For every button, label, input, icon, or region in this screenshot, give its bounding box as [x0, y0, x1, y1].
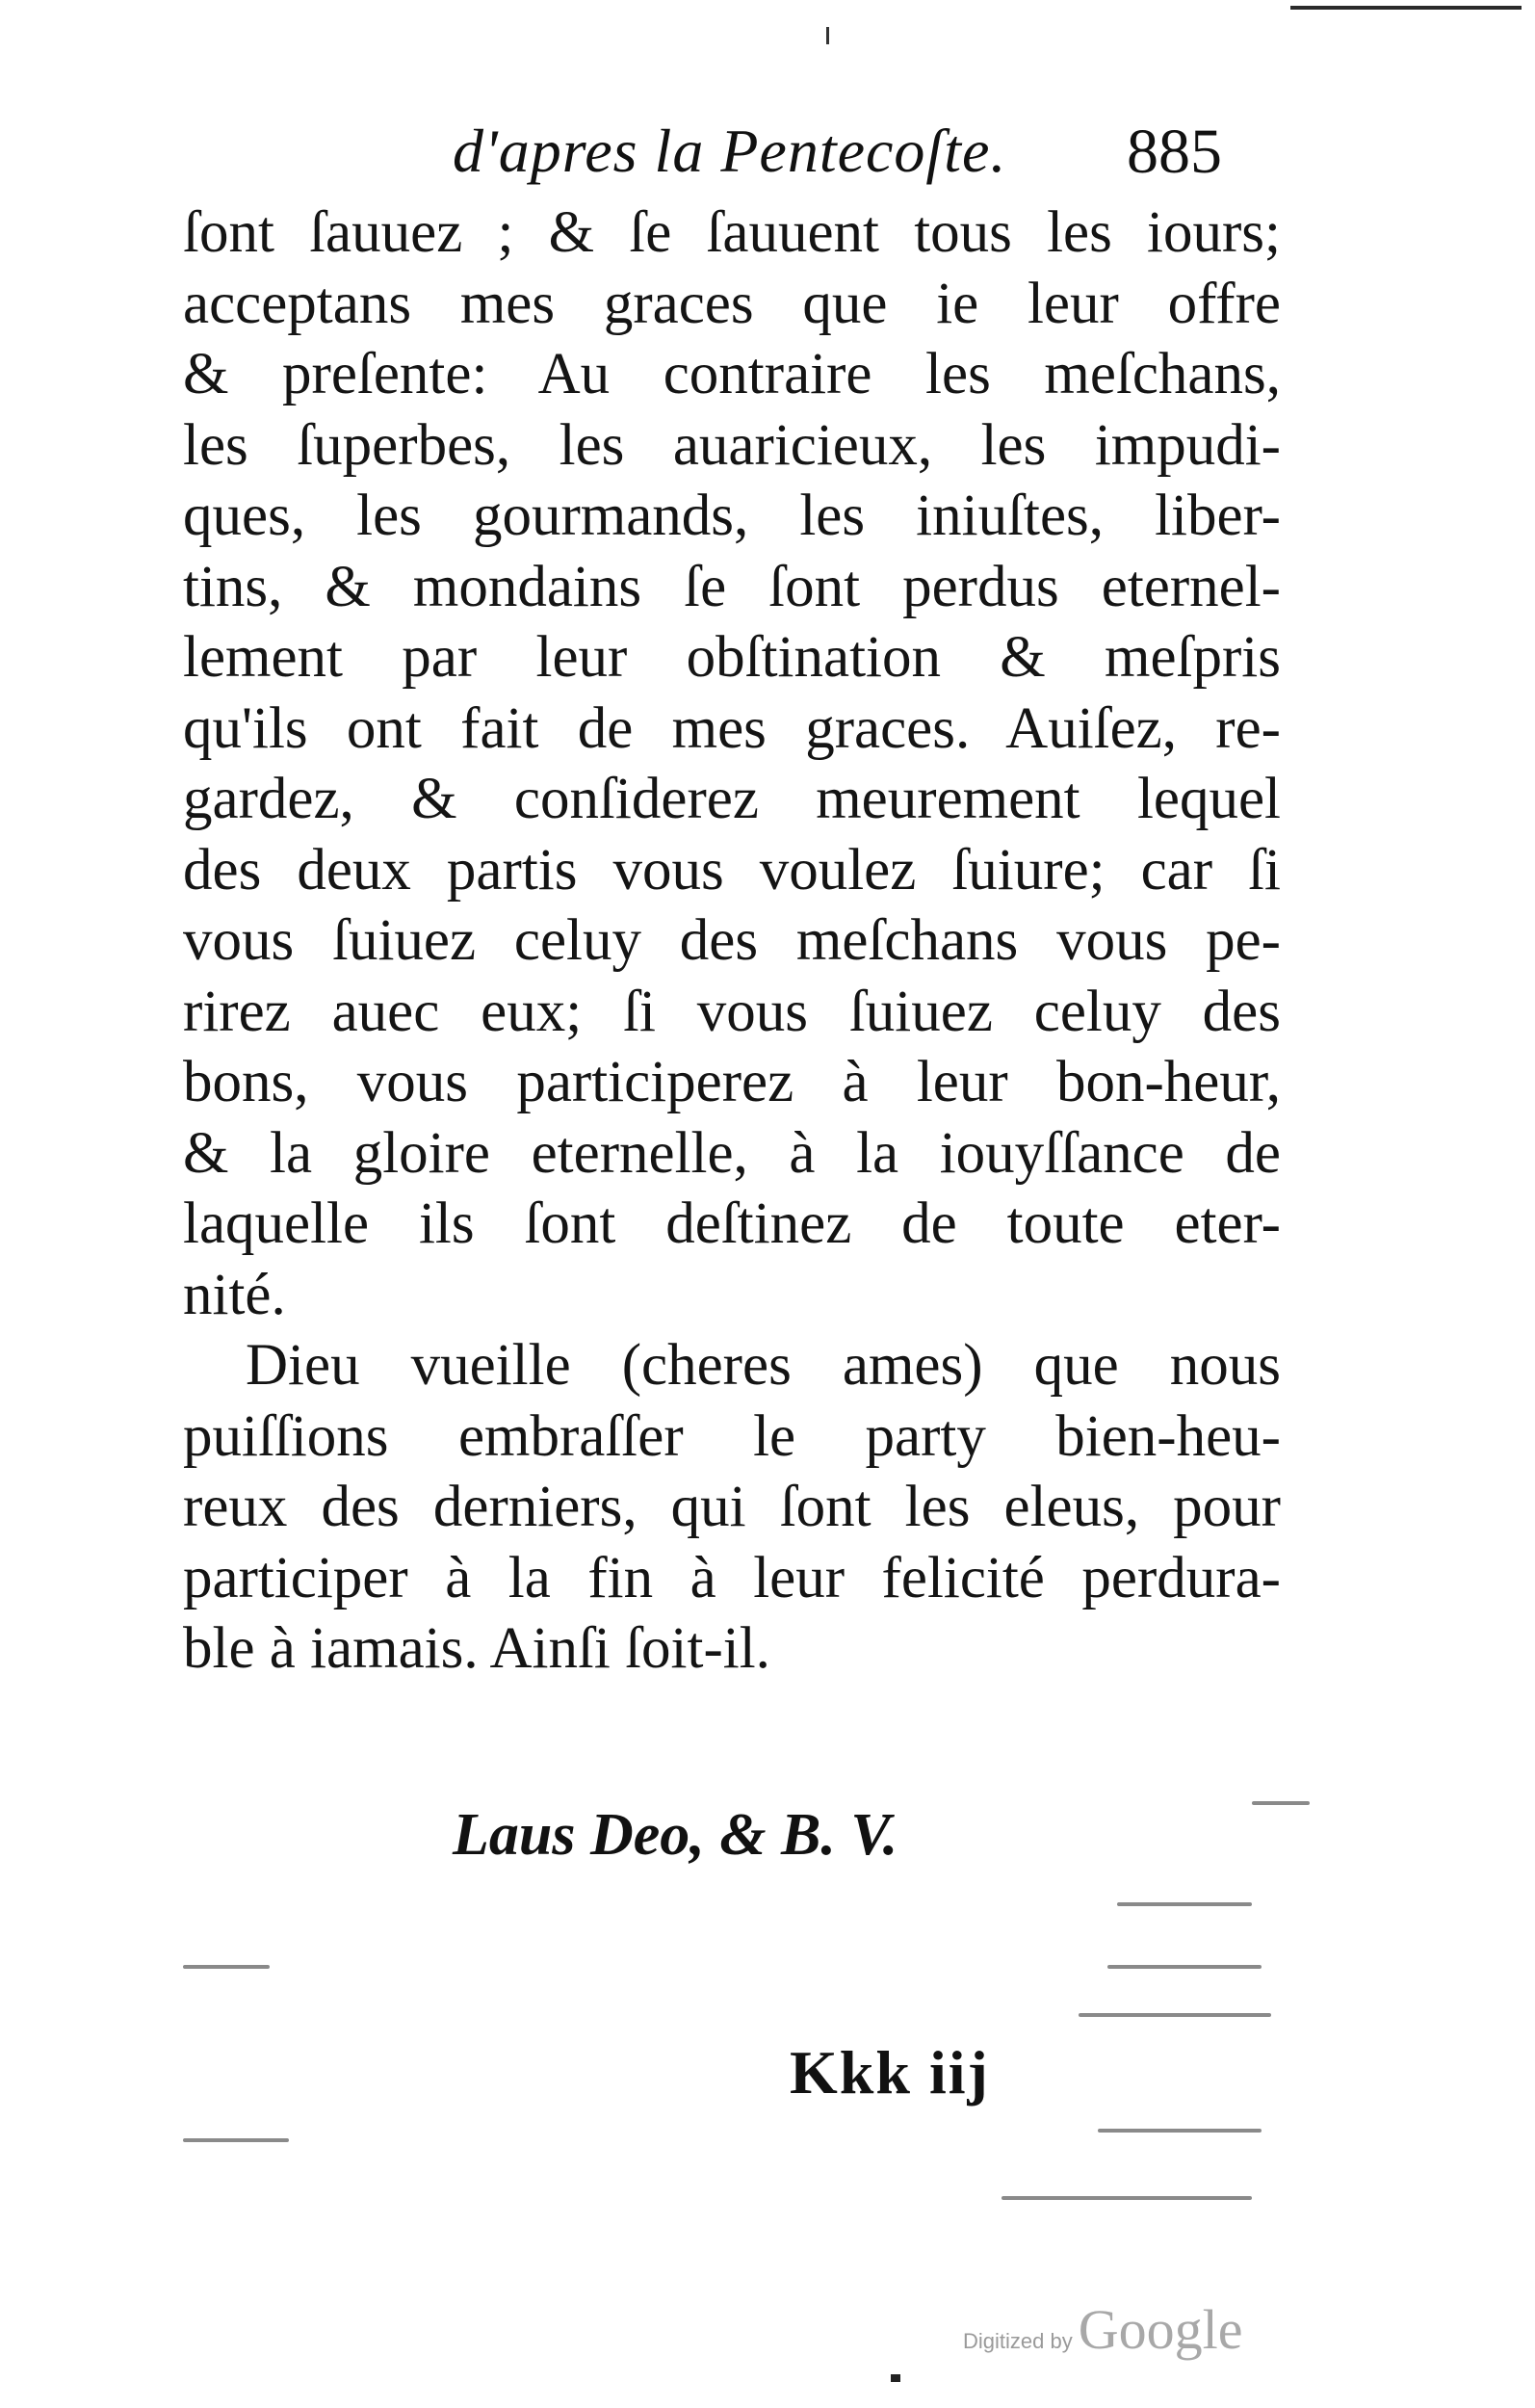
bottom-mark — [891, 2374, 900, 2382]
body-text — [183, 197, 1281, 1685]
text-line: qu'ils ont fait de mes graces. Auiſez, re- — [183, 695, 1281, 761]
bleed-speck — [1098, 2129, 1262, 2133]
google-logo: Google — [1078, 2298, 1243, 2361]
text-line: tins, & mondains ſe ſont perdus eternel- — [183, 554, 1281, 619]
text-line: bons, vous participerez à leur bon-heur, — [183, 1050, 1281, 1114]
text-line: des deux partis vous voulez ſuiure; car ſi — [183, 837, 1281, 903]
text-line: acceptans mes graces que ie leur offre — [183, 271, 1281, 336]
top-border-rule — [1290, 6, 1522, 10]
bleed-speck — [1107, 1965, 1262, 1969]
digitization-watermark — [963, 2297, 1242, 2362]
text-line: lement par leur obſtination & meſpris — [183, 625, 1281, 690]
text-line: ſont ſauuez ; & ſe ſauuent tous les iours; — [183, 200, 1281, 265]
page-number: 885 — [1127, 117, 1222, 187]
bleed-speck — [1252, 1801, 1310, 1805]
bleed-speck — [1079, 2013, 1271, 2017]
text-line: les ſuperbes, les auaricieux, les impudi- — [183, 412, 1281, 478]
text-line: & la gloire eternelle, à la iouyſſance de — [183, 1120, 1281, 1186]
text-line: & preſente: Au contraire les meſchans, — [183, 342, 1281, 406]
bleed-speck — [183, 2138, 289, 2142]
text-line: gardez, & conſiderez meurement lequel — [183, 767, 1281, 831]
text-line: laquelle ils ſont deſtinez de toute eter- — [183, 1191, 1281, 1256]
text-line: reux des derniers, qui ſont les eleus, pour — [183, 1475, 1281, 1539]
text-line: nité. — [183, 1262, 286, 1327]
watermark-prefix: Digitized by — [963, 2329, 1073, 2353]
text-line: participer à la fin à leur felicité perdura- — [183, 1545, 1281, 1610]
text-line: vous ſuiuez celuy des meſchans vous pe- — [183, 908, 1281, 973]
running-head: d'apres la Pentecoſte. — [453, 117, 1007, 185]
signature-mark: Kkk iij — [790, 2038, 990, 2107]
text-line: ques, les gourmands, les iniuſtes, liber- — [183, 484, 1281, 548]
top-mark — [826, 27, 829, 44]
bleed-speck — [1002, 2196, 1252, 2200]
text-line: puiſſions embraſſer le party bien-heu- — [183, 1403, 1281, 1469]
colophon: Laus Deo, & B. V. — [453, 1802, 898, 1868]
text-line: rirez auec eux; ſi vous ſuiuez celuy des — [183, 979, 1281, 1044]
bleed-speck — [1117, 1902, 1252, 1906]
paragraph-start-line: Dieu vueille (cheres ames) que nous — [246, 1333, 1281, 1398]
text-line: ble à iamais. Ainſi ſoit-il. — [183, 1616, 770, 1681]
bleed-speck — [183, 1965, 270, 1969]
